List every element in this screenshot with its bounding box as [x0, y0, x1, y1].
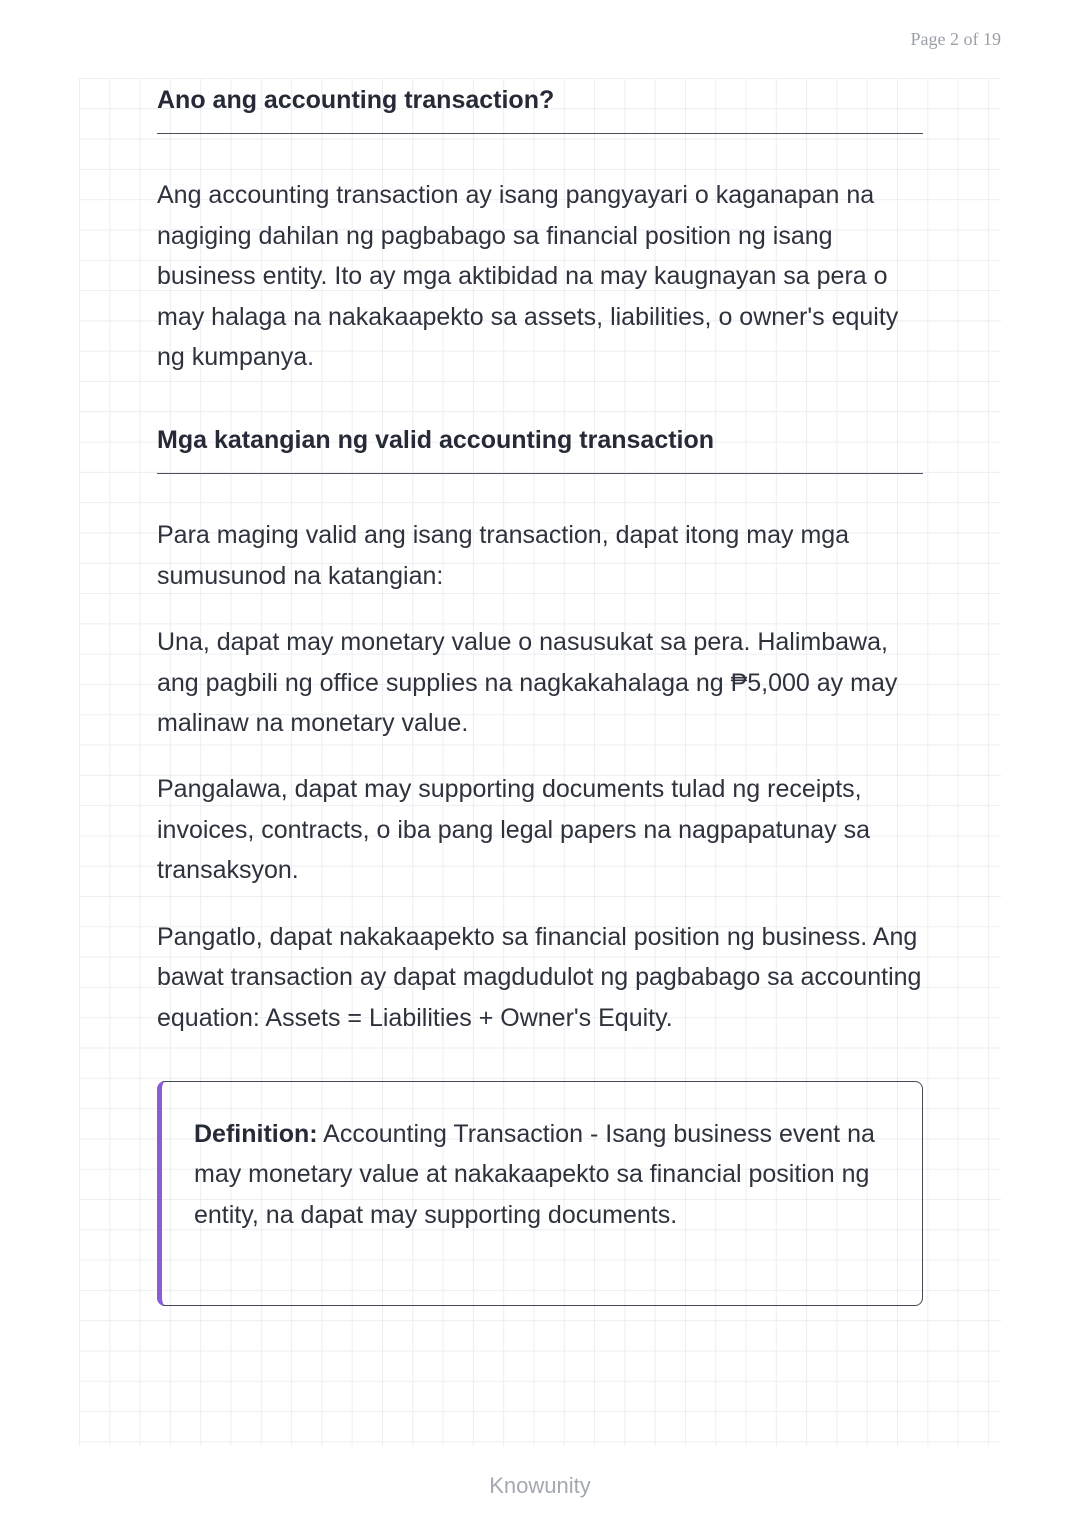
section-heading-accounting-transaction: Ano ang accounting transaction? — [157, 86, 555, 114]
intro-paragraph: Ang accounting transaction ay isang pangyayari o kaganapan na nagiging dahilan ng pagbabago sa financial position ng isang business entity. Ito ay mga aktibidad na may kaugnayan sa pera o may halaga na nakakaapekto sa assets, liabilities, o owner's equity ng kumpanya. — [157, 181, 899, 372]
heading-divider — [157, 133, 923, 134]
definition-callout — [157, 1081, 923, 1306]
second-characteristic-paragraph: Pangalawa, dapat may supporting documents tulad ng receipts, invoices, contracts, o iba pang legal papers na nagpapatunay sa transaksyon. — [157, 774, 870, 885]
definition-body: Accounting Transaction - Isang business event na may monetary value at nakakaapekto sa financial position ng entity, na dapat may supporting documents. — [194, 1119, 875, 1229]
section-heading-katangian: Mga katangian ng valid accounting transaction — [157, 425, 715, 454]
footer-brand: Knowunity — [489, 1473, 591, 1498]
definition-text — [194, 1114, 888, 1236]
heading-divider — [157, 473, 923, 474]
first-characteristic-paragraph: Una, dapat may monetary value o nasusukat sa pera. Halimbawa, ang pagbili ng office supplies na nagkakahalaga ng ₱5,000 ay may malinaw na monetary value. — [157, 628, 898, 738]
definition-label: Definition: — [194, 1119, 318, 1148]
document-body — [157, 78, 923, 1306]
lead-paragraph: Para maging valid ang isang transaction, dapat itong may mga sumusunod na katangian: — [157, 520, 850, 590]
page-number: Page 2 of 19 — [910, 29, 1001, 49]
third-characteristic-paragraph: Pangatlo, dapat nakakaapekto sa financial position ng business. Ang bawat transaction ay dapat magdudulot ng pagbabago sa accounting equation: Assets = Liabilities + Owner's Equity. — [157, 922, 922, 1032]
